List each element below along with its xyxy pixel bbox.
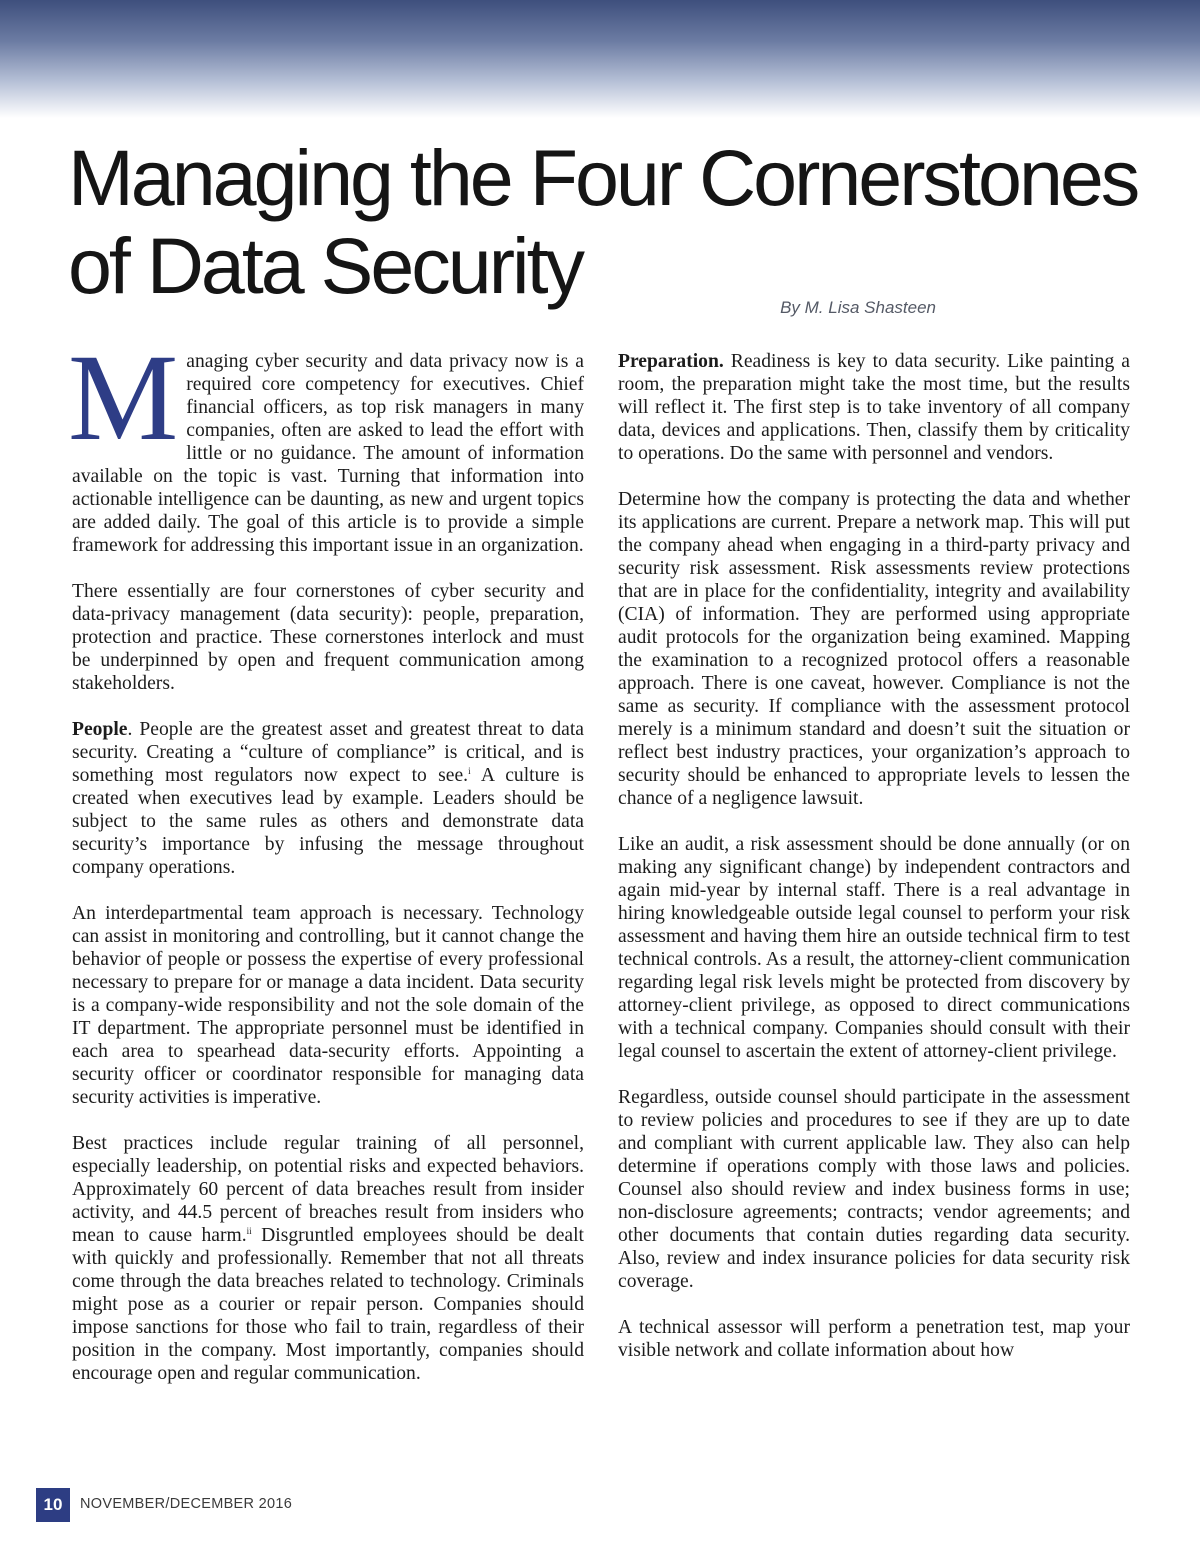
intro-paragraph bbox=[68, 329, 584, 557]
people-text-b: A culture is created when executives lead by example. Leaders should be subject to the same rules as others and demonstrate data security’s importance by infusing the message throughout company operations. bbox=[72, 765, 584, 878]
preparation-text: Readiness is key to data security. Like painting a room, the preparation might take the most time, but the results will reflect it. The first step is to take inventory of all company data, devices and applications. Then, classify them by criticality to operations. Do the same with personnel and vendors. bbox=[618, 351, 1130, 464]
intro-text: anaging cyber security and data privacy now is a required core competency for executives. Chief financial officers, as top risk managers in many companies, often are asked to lead the effort with little or no guidance. The amount of information available on the topic is vast. Turning that information into actionable intelligence can be daunting, as new and urgent topics are added daily. The goal of this article is to provide a simple framework for addressing this important issue in an organization. bbox=[72, 351, 584, 556]
title-line-1: Managing the Four Cornerstones bbox=[68, 133, 1138, 222]
audit-paragraph: Like an audit, a risk assessment should be done annually (or on making any significant change) by independent contractors and again mid-year by internal staff. There is a real advantage in hiring knowledgeable outside legal counsel to perform your risk assessment and having them hire an outside technical firm to test technical controls. As a result, the attorney-client communication regarding legal risk levels might be protected from discovery by attorney-client privilege, as opposed to direct communications with a technical company. Companies should consult with their legal counsel to ascertain the extent of attorney-client privilege. bbox=[618, 834, 1130, 1062]
best-practices-text-b: Disgruntled employees should be dealt with quickly and professionally. Remember that not all threats come through the data breaches related to technology. Criminals might pose as a courier or repair person. Companies should impose sanctions for those who fail to train, regardless of their position in the company. Most importantly, companies should encourage open and regular communication. bbox=[72, 1225, 584, 1384]
preparation-paragraph bbox=[618, 350, 1130, 465]
risk-assessment-paragraph: Determine how the company is protecting the data and whether its applications are current. Prepare a network map. This will put the company ahead when engaging in a third-party privacy and security risk assessment. Risk assessments review protections that are in place for the confidentiality, integrity and availability (CIA) of information. They are performed using appropriate audit protocols for the organization being examined. Mapping the examination to a recognized protocol offers a reasonable approach. There is one caveat, however. Compliance is not the same as security. If compliance with the assessment protocol merely is a minimum standard and doesn’t suit the situation or reflect best industry practices, your organization’s approach to security should be enhanced to appropriate levels to lessen the chance of a negligence lawsuit. bbox=[618, 489, 1130, 809]
header-band bbox=[0, 0, 1200, 118]
issue-date: NOVEMBER/DECEMBER 2016 bbox=[80, 1496, 293, 1512]
technical-assessor-paragraph: A technical assessor will perform a penetration test, map your visible network and collate information about how bbox=[618, 1317, 1130, 1361]
footnote-ref-ii: ii bbox=[246, 1226, 252, 1236]
column-left bbox=[68, 329, 584, 1385]
footnote-ref-i: i bbox=[468, 766, 471, 776]
outside-counsel-paragraph: Regardless, outside counsel should participate in the assessment to review policies and procedures to see if they are up to date and compliant with current applicable law. They also can help determine if operations comply with those laws and policies. Counsel also should review and index business forms in use; non-disclosure agreements; contracts; vendor agreements; and other documents that contain duties regarding data security. Also, review and index insurance policies for data security risk coverage. bbox=[618, 1087, 1130, 1292]
drop-cap: M bbox=[68, 329, 179, 466]
people-paragraph bbox=[72, 718, 584, 879]
article-title bbox=[68, 134, 1148, 310]
team-paragraph: An interdepartmental team approach is necessary. Technology can assist in monitoring and controlling, but it cannot change the behavior of people or possess the expertise of every professional necessary to prepare for or manage a data incident. Data security is a company-wide responsibility and not the sole domain of the IT department. The appropriate personnel must be identified in each area to spearhead data-security efforts. Appointing a security officer or coordinator responsible for managing data security activities is imperative. bbox=[72, 903, 584, 1108]
best-practices-paragraph bbox=[72, 1132, 584, 1385]
column-right bbox=[618, 350, 1130, 1362]
page-number-badge: 10 bbox=[36, 1488, 70, 1522]
preparation-heading: Preparation. bbox=[618, 351, 724, 372]
people-heading: People bbox=[72, 719, 128, 740]
title-line-2: of Data Security bbox=[68, 221, 583, 310]
people-text-a: . People are the greatest asset and greatest threat to data security. Creating a “culture of compliance” is critical, and is something most regulators now expect to see. bbox=[72, 719, 584, 786]
best-practices-text-a: Best practices include regular training of all personnel, especially leadership, on potential risks and expected behaviors. Approximately 60 percent of data breaches result from insider activity, and 44.5 percent of breaches result from insiders who mean to cause harm. bbox=[72, 1133, 584, 1246]
byline: By M. Lisa Shasteen bbox=[780, 298, 936, 317]
cornerstones-paragraph: There essentially are four cornerstones of cyber security and data-privacy management (data security): people, preparation, protection and practice. These cornerstones interlock and must be underpinned by open and frequent communication among stakeholders. bbox=[72, 581, 584, 694]
